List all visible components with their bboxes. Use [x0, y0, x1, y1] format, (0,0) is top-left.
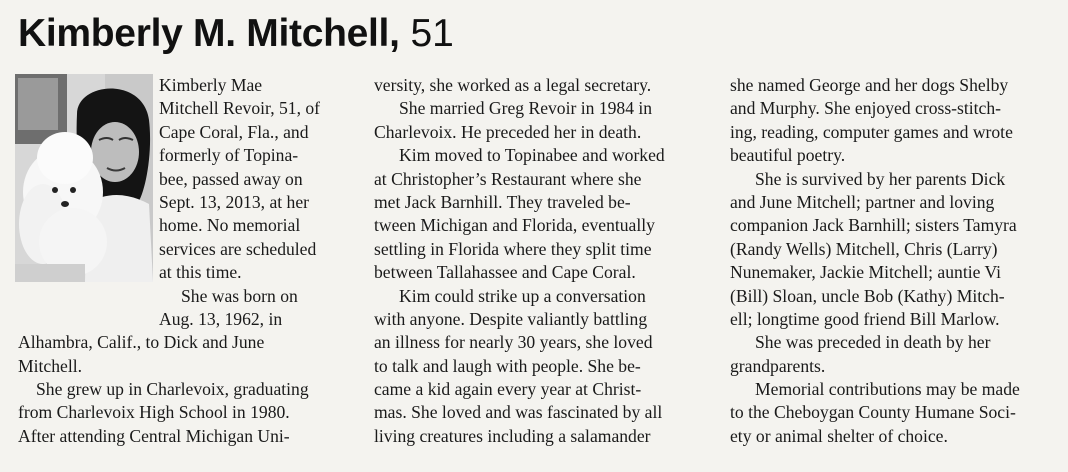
body-line: She is survived by her parents Dick — [755, 168, 1006, 189]
body-line: Mitchell Revoir, 51, of — [159, 98, 321, 119]
headline-name: Kimberly M. Mitchell, — [18, 12, 400, 55]
body-line: (Bill) Sloan, uncle Bob (Kathy) Mitch- — [730, 285, 1005, 306]
body-line: beautiful poetry. — [730, 145, 846, 166]
body-line: home. No memorial — [159, 215, 301, 236]
body-line: She married Greg Revoir in 1984 in — [399, 98, 653, 119]
body-line: formerly of Topina- — [159, 145, 299, 166]
body-line: Alhambra, Calif., to Dick and June — [18, 332, 265, 353]
body-line: companion Jack Barnhill; sisters Tamyra — [730, 215, 1017, 236]
obituary-column-3 — [730, 74, 1065, 448]
body-line: ety or animal shelter of choice. — [730, 425, 948, 446]
body-line: to the Cheboygan County Humane Soci- — [730, 402, 1016, 423]
body-line: bee, passed away on — [159, 168, 303, 189]
body-line: She was born on — [181, 285, 298, 306]
body-line: came a kid again every year at Christ- — [374, 379, 642, 400]
body-line: to talk and laugh with people. She be- — [374, 355, 641, 376]
body-line: versity, she worked as a legal secretary. — [374, 75, 652, 95]
body-line: Memorial contributions may be made — [755, 379, 1020, 400]
body-line: Cape Coral, Fla., and — [159, 121, 309, 142]
body-line: (Randy Wells) Mitchell, Chris (Larry) — [730, 238, 998, 259]
body-line: mas. She loved and was fascinated by all — [374, 402, 663, 423]
body-line: tween Michigan and Florida, eventually — [374, 215, 655, 236]
body-line: at Christopher’s Restaurant where she — [374, 168, 642, 189]
body-line: with anyone. Despite valiantly battling — [374, 308, 648, 329]
body-line: Aug. 13, 1962, in — [159, 308, 283, 329]
headline-age: 51 — [410, 12, 454, 55]
body-line: ell; longtime good friend Bill Marlow. — [730, 308, 1000, 329]
body-line: an illness for nearly 30 years, she loved — [374, 332, 653, 353]
body-line: grandparents. — [730, 355, 826, 376]
body-line: at this time. — [159, 262, 242, 283]
body-line: services are scheduled — [159, 238, 317, 259]
body-line: Kim could strike up a conversation — [399, 285, 646, 306]
body-line: living creatures including a salamander — [374, 425, 651, 446]
obituary-column-1 — [18, 74, 353, 448]
body-line: met Jack Barnhill. They traveled be- — [374, 191, 631, 212]
body-line: Mitchell. — [18, 355, 83, 376]
body-line: Kim moved to Topinabee and worked — [399, 145, 665, 166]
body-line: and June Mitchell; partner and loving — [730, 191, 995, 212]
body-line: she named George and her dogs Shelby — [730, 75, 1009, 95]
body-line: and Murphy. She enjoyed cross-stitch- — [730, 98, 1002, 119]
body-line: Kimberly Mae — [159, 75, 263, 95]
obituary-headline — [18, 8, 454, 60]
body-line: settling in Florida where they split time — [374, 238, 652, 259]
obituary-column-2 — [374, 74, 714, 448]
body-line: from Charlevoix High School in 1980. — [18, 402, 290, 423]
body-line: ing, reading, computer games and wrote — [730, 121, 1013, 142]
body-line: Nunemaker, Jackie Mitchell; auntie Vi — [730, 262, 1002, 283]
body-line: She grew up in Charlevoix, graduating — [36, 379, 309, 400]
body-line: She was preceded in death by her — [755, 332, 991, 353]
body-line: between Tallahassee and Cape Coral. — [374, 262, 636, 283]
body-line: Sept. 13, 2013, at her — [159, 191, 310, 212]
body-line: Charlevoix. He preceded her in death. — [374, 121, 642, 142]
body-line: After attending Central Michigan Uni- — [18, 425, 290, 446]
